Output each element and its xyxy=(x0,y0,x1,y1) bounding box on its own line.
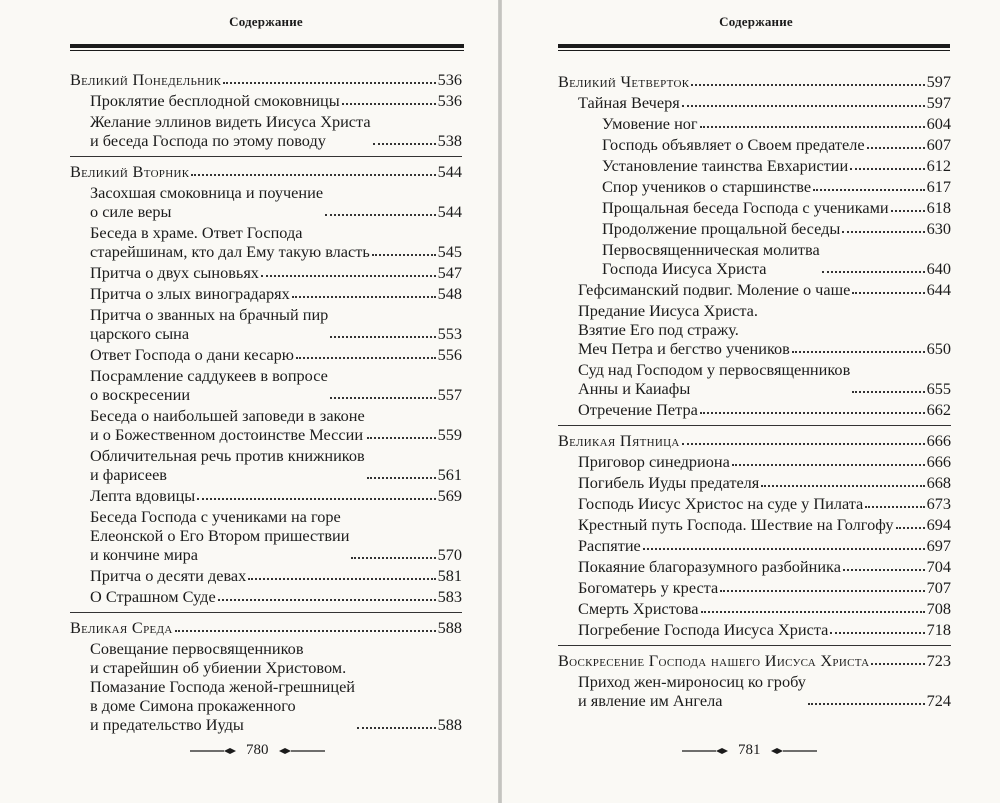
entry-title: Беседа о наибольшей заповеди в законе и о Божественном достоинстве Мессии xyxy=(90,406,365,444)
entry-page-number: 556 xyxy=(437,345,462,364)
running-head: Содержание xyxy=(229,14,303,29)
dot-leader xyxy=(223,82,435,84)
toc-entry xyxy=(558,672,951,710)
toc-entry xyxy=(558,400,951,419)
entry-page-number: 697 xyxy=(926,536,951,555)
toc-section xyxy=(70,612,462,734)
entry-title: Крестный путь Господа. Шествие на Голгофу xyxy=(578,515,894,534)
section-title: Великий Понедельник xyxy=(70,70,222,89)
toc-entry xyxy=(558,578,951,597)
entry-title: Отречение Петра xyxy=(578,400,698,419)
toc-entry xyxy=(70,91,462,110)
entry-page-number: 597 xyxy=(926,72,951,91)
entry-page-number: 559 xyxy=(437,425,462,444)
toc-entry xyxy=(558,515,951,534)
entry-page-number: 666 xyxy=(926,452,951,471)
entry-page-number: 704 xyxy=(926,557,951,576)
toc-section xyxy=(70,156,462,606)
section-heading xyxy=(70,162,462,181)
dot-leader xyxy=(357,727,436,729)
entry-title: Проклятие бесплодной смоковницы xyxy=(90,91,340,110)
dot-leader xyxy=(373,143,436,145)
dot-leader xyxy=(732,464,925,466)
page-folio xyxy=(190,742,325,759)
toc-entry xyxy=(558,177,951,196)
ornament-left-icon xyxy=(190,747,236,755)
entry-page-number: 588 xyxy=(437,715,462,734)
toc-entry xyxy=(558,557,951,576)
toc-entry xyxy=(70,587,462,606)
section-title: Великий Вторник xyxy=(70,162,190,181)
dot-leader xyxy=(792,351,925,353)
entry-title: Распятие xyxy=(578,536,641,555)
section-title: Великая Пятница xyxy=(558,431,680,450)
section-heading xyxy=(70,618,462,637)
dot-leader xyxy=(218,599,436,601)
entry-title: Обличительная речь против книжников и фарисеев xyxy=(90,446,365,484)
entry-title: Господь Иисус Христос на суде у Пилата xyxy=(578,494,864,513)
entry-page-number: 630 xyxy=(926,219,951,238)
entry-page-number: 597 xyxy=(926,93,951,112)
dot-leader xyxy=(351,557,435,559)
entry-title: Притча о двух сыновьях xyxy=(90,263,259,282)
entry-page-number: 536 xyxy=(437,91,462,110)
entry-title: Беседа в храме. Ответ Господа старейшинам, кто дал Ему такую власть xyxy=(90,223,370,261)
dot-leader xyxy=(248,578,435,580)
entry-title: Продолжение прощальной беседы xyxy=(602,219,841,238)
toc-entry xyxy=(558,114,951,133)
dot-leader xyxy=(197,498,435,500)
ornament-right-icon xyxy=(771,747,817,755)
toc-section xyxy=(558,645,951,710)
entry-page-number: 723 xyxy=(926,651,951,670)
toc-entry xyxy=(558,494,951,513)
dot-leader xyxy=(191,174,435,176)
dot-leader xyxy=(342,103,436,105)
entry-title: Прощальная беседа Господа с учениками xyxy=(602,198,889,217)
dot-leader xyxy=(296,357,436,359)
header-rule xyxy=(558,44,950,48)
toc-entry xyxy=(70,305,462,343)
toc-entry xyxy=(70,566,462,585)
entry-title: Предание Иисуса Христа. Взятие Его под стражу. Меч Петра и бегство учеников xyxy=(578,301,790,358)
toc-entry xyxy=(558,280,951,299)
toc-section xyxy=(558,72,951,419)
entry-title: Первосвященническая молитва Господа Иисуса Христа xyxy=(602,240,820,278)
toc-entry xyxy=(558,536,951,555)
dot-leader xyxy=(682,105,925,107)
section-heading xyxy=(558,431,951,450)
entry-page-number: 612 xyxy=(926,156,951,175)
entry-page-number: 718 xyxy=(926,620,951,639)
entry-title: Погребение Господа Иисуса Христа xyxy=(578,620,829,639)
dot-leader xyxy=(261,275,436,277)
dot-leader xyxy=(367,437,436,439)
dot-leader xyxy=(643,548,925,550)
entry-title: Гефсиманский подвиг. Моление о чаше xyxy=(578,280,851,299)
page-folio xyxy=(682,742,817,759)
entry-title: Засохшая смоковница и поучение о силе веры xyxy=(90,183,324,221)
dot-leader xyxy=(372,254,436,256)
entry-title: О Страшном Суде xyxy=(90,587,216,606)
dot-leader xyxy=(871,663,924,665)
entry-title: Приход жен-мироносиц ко гробу и явление им Ангела xyxy=(578,672,806,710)
entry-page-number: 545 xyxy=(437,242,462,261)
dot-leader xyxy=(175,630,436,632)
entry-page-number: 618 xyxy=(926,198,951,217)
toc-entry xyxy=(558,156,951,175)
entry-title: Посрамление саддукеев в вопросе о воскресении xyxy=(90,366,328,404)
entry-page-number: 694 xyxy=(926,515,951,534)
entry-title: Установление таинства Евхаристии xyxy=(602,156,849,175)
dot-leader xyxy=(891,210,925,212)
entry-page-number: 617 xyxy=(926,177,951,196)
page-number: 781 xyxy=(738,742,761,758)
dot-leader xyxy=(867,147,925,149)
entry-title: Смерть Христова xyxy=(578,599,699,618)
entry-title: Тайная Вечеря xyxy=(578,93,680,112)
toc-entry xyxy=(70,366,462,404)
table-of-contents xyxy=(558,72,951,712)
entry-page-number: 544 xyxy=(437,202,462,221)
section-heading xyxy=(558,651,951,670)
dot-leader xyxy=(842,231,924,233)
entry-title: Беседа Господа с учениками на горе Елеонской о Его Втором пришествии и кончине мира xyxy=(90,507,350,564)
dot-leader xyxy=(850,168,924,170)
toc-entry xyxy=(558,360,951,398)
entry-title: Ответ Господа о дани кесарю xyxy=(90,345,294,364)
dot-leader xyxy=(367,477,436,479)
entry-title: Спор учеников о старшинстве xyxy=(602,177,812,196)
entry-title: Погибель Иуды предателя xyxy=(578,473,760,492)
dot-leader xyxy=(808,703,925,705)
dot-leader xyxy=(691,84,924,86)
entry-title: Притча о десяти девах xyxy=(90,566,247,585)
left-page xyxy=(0,0,498,803)
entry-page-number: 707 xyxy=(926,578,951,597)
entry-title: Умовение ног xyxy=(602,114,698,133)
toc-section xyxy=(70,70,462,150)
entry-title: Желание эллинов видеть Иисуса Христа и беседа Господа по этому поводу xyxy=(90,112,371,150)
entry-page-number: 553 xyxy=(437,324,462,343)
toc-entry xyxy=(70,284,462,303)
entry-page-number: 570 xyxy=(437,545,462,564)
entry-page-number: 538 xyxy=(437,131,462,150)
entry-page-number: 604 xyxy=(926,114,951,133)
dot-leader xyxy=(813,189,924,191)
entry-page-number: 668 xyxy=(926,473,951,492)
dot-leader xyxy=(682,443,925,445)
dot-leader xyxy=(330,397,436,399)
dot-leader xyxy=(843,569,925,571)
toc-entry xyxy=(70,486,462,505)
toc-entry xyxy=(558,135,951,154)
entry-page-number: 547 xyxy=(437,263,462,282)
entry-title: Покаяние благоразумного разбойника xyxy=(578,557,841,576)
entry-page-number: 724 xyxy=(926,691,951,710)
toc-entry xyxy=(558,599,951,618)
entry-title: Суд над Господом у первосвященников Анны и Каиафы xyxy=(578,360,851,398)
toc-entry xyxy=(70,446,462,484)
toc-entry xyxy=(558,452,951,471)
dot-leader xyxy=(896,527,925,529)
entry-page-number: 557 xyxy=(437,385,462,404)
toc-entry xyxy=(70,112,462,150)
dot-leader xyxy=(822,271,925,273)
dot-leader xyxy=(700,126,925,128)
toc-entry xyxy=(558,93,951,112)
entry-title: Притча о званных на брачный пир царского сына xyxy=(90,305,329,343)
toc-entry xyxy=(558,198,951,217)
dot-leader xyxy=(700,412,925,414)
entry-page-number: 544 xyxy=(437,162,462,181)
entry-page-number: 662 xyxy=(926,400,951,419)
entry-title: Господь объявляет о Своем предателе xyxy=(602,135,865,154)
dot-leader xyxy=(830,632,924,634)
dot-leader xyxy=(852,391,924,393)
entry-title: Совещание первосвященников и старейшин об убиении Христовом. Помазание Господа женой-грешницей в доме Симона прокаженного и предательство Иуды xyxy=(90,639,356,734)
running-head: Содержание xyxy=(719,14,793,29)
entry-page-number: 588 xyxy=(437,618,462,637)
toc-entry xyxy=(70,263,462,282)
entry-page-number: 548 xyxy=(437,284,462,303)
entry-page-number: 673 xyxy=(926,494,951,513)
page-number: 780 xyxy=(246,742,269,758)
section-title: Великий Четверток xyxy=(558,72,690,91)
entry-page-number: 708 xyxy=(926,599,951,618)
dot-leader xyxy=(701,611,925,613)
toc-entry xyxy=(558,240,951,278)
entry-page-number: 640 xyxy=(926,259,951,278)
entry-title: Лепта вдовицы xyxy=(90,486,196,505)
header-rule xyxy=(70,44,464,48)
right-page xyxy=(502,0,1000,803)
entry-title: Богоматерь у креста xyxy=(578,578,719,597)
section-heading xyxy=(70,70,462,89)
section-title: Воскресение Господа нашего Иисуса Христа xyxy=(558,651,870,670)
section-heading xyxy=(558,72,951,91)
toc-entry xyxy=(70,223,462,261)
toc-entry xyxy=(70,507,462,564)
toc-entry xyxy=(558,301,951,358)
dot-leader xyxy=(292,296,436,298)
toc-entry xyxy=(70,183,462,221)
dot-leader xyxy=(330,336,435,338)
toc-entry xyxy=(70,406,462,444)
entry-page-number: 607 xyxy=(926,135,951,154)
entry-page-number: 666 xyxy=(926,431,951,450)
entry-page-number: 581 xyxy=(437,566,462,585)
entry-page-number: 644 xyxy=(926,280,951,299)
toc-entry xyxy=(558,219,951,238)
entry-page-number: 569 xyxy=(437,486,462,505)
entry-title: Приговор синедриона xyxy=(578,452,730,471)
entry-title: Притча о злых виноградарях xyxy=(90,284,290,303)
dot-leader xyxy=(865,506,924,508)
entry-page-number: 536 xyxy=(437,70,462,89)
toc-entry xyxy=(558,473,951,492)
section-title: Великая Среда xyxy=(70,618,173,637)
toc-entry xyxy=(70,345,462,364)
entry-page-number: 583 xyxy=(437,587,462,606)
entry-page-number: 655 xyxy=(926,379,951,398)
dot-leader xyxy=(325,214,436,216)
toc-section xyxy=(558,425,951,639)
dot-leader xyxy=(852,292,924,294)
toc-entry xyxy=(70,639,462,734)
table-of-contents xyxy=(70,70,462,736)
entry-page-number: 650 xyxy=(926,339,951,358)
toc-entry xyxy=(558,620,951,639)
dot-leader xyxy=(720,590,924,592)
ornament-right-icon xyxy=(279,747,325,755)
dot-leader xyxy=(761,485,924,487)
ornament-left-icon xyxy=(682,747,728,755)
entry-page-number: 561 xyxy=(437,465,462,484)
